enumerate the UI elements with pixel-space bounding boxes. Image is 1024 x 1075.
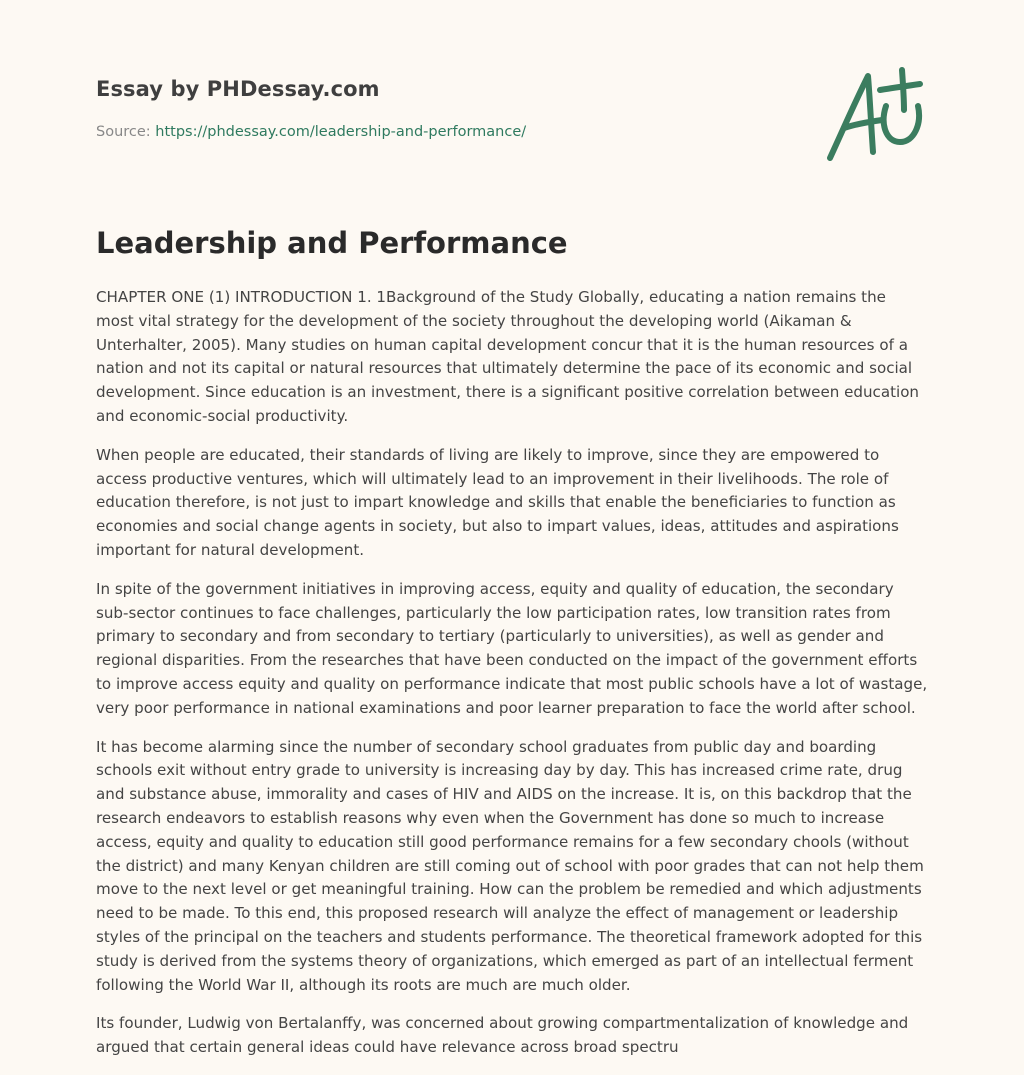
article-body <box>96 286 928 1075</box>
article-paragraph: In spite of the government initiatives in improving access, equity and quality of education, the secondary sub-sector continues to face challenges, particularly the low participation rates, low transition rates from primary to secondary and from secondary to tertiary (particularly to universities), as well as gender and regional disparities. From the researches that have been conducted on the impact of the government efforts to improve access equity and quality on performance indicate that most public schools have a lot of wastage, very poor performance in national examinations and poor learner preparation to face the world after school. <box>96 579 928 717</box>
site-brand: Essay by PHDessay.com <box>96 77 380 101</box>
article-paragraph: Its founder, Ludwig von Bertalanffy, was concerned about growing compartmentalization of knowledge and argued that certain general ideas could have relevance across broad spectru <box>96 1014 909 1057</box>
source-line <box>96 124 526 140</box>
source-link[interactable]: https://phdessay.com/leadership-and-performance/ <box>155 124 527 140</box>
article-paragraph: It has become alarming since the number of secondary school graduates from public day and boarding schools exit without entry grade to university is increasing day by day. This has increased crime rate, drug and substance abuse, immorality and cases of HIV and AIDS on the increase. It is, on this backdrop that the research endeavors to establish reasons why even when the Government has done so much to increase access, equity and quality to education still good performance remains for a few secondary chools (without the district) and many Kenyan children are still coming out of school with poor grades that can not help them move to the next level or get meaningful training. How can the problem be remedied and which adjustments need to be made. To this end, this proposed research will analyze the effect of management or leadership styles of the principal on the teachers and students performance. The theoretical framework adopted for this study is derived from the systems theory of organizations, which emerged as part of an intellectual ferment following the World War II, although its roots are much are much older. <box>96 737 924 994</box>
article-paragraph: When people are educated, their standards of living are likely to improve, since they are empowered to access productive ventures, which will ultimately lead to an improvement in their livelihoods. The role of education therefore, is not just to impart knowledge and skills that enable the beneficiaries to function as economies and social change agents in society, but also to impart values, ideas, attitudes and aspirations important for natural development. <box>96 445 899 559</box>
source-label: Source: <box>96 124 156 140</box>
article-paragraph: CHAPTER ONE (1) INTRODUCTION 1. 1Background of the Study Globally, educating a nation remains the most vital strategy for the development of the society throughout the developing world (Aikaman & Unterhalter, 2005). Many studies on human capital development concur that it is the human resources of a nation and not its capital or natural resources that ultimately determine the pace of its economic and social development. Since education is an investment, there is a significant positive correlation between education and economic-social productivity. <box>96 288 919 425</box>
a-plus-logo-icon <box>824 66 930 166</box>
article-title: Leadership and Performance <box>96 226 568 260</box>
